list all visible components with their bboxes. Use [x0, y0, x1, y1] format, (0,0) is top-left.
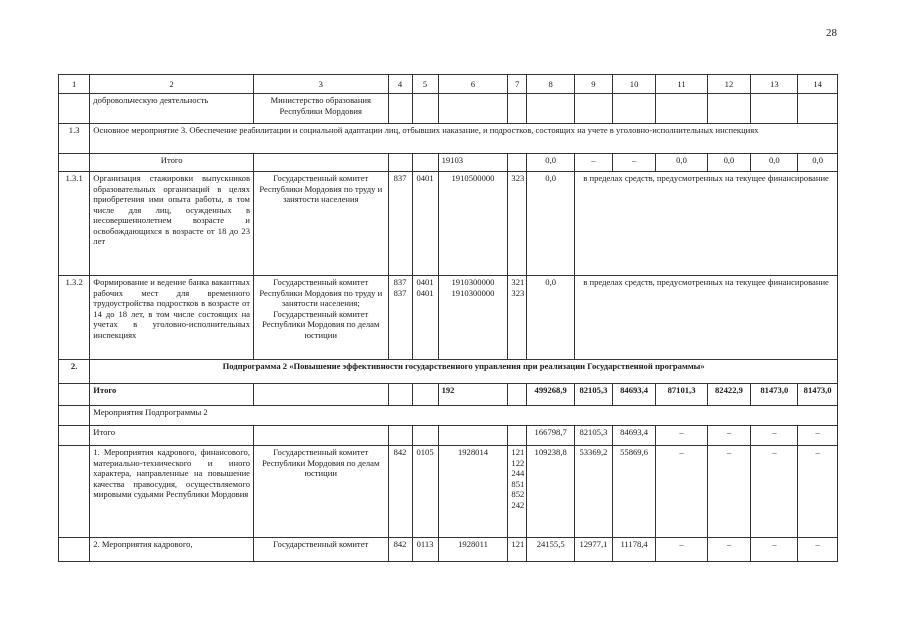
column-number: 11 — [656, 75, 707, 94]
table-row — [59, 406, 838, 426]
cell: 19103 — [438, 154, 508, 172]
cell — [707, 94, 751, 124]
section-title: Мероприятия Подпрограммы 2 — [90, 406, 838, 426]
funding-note: в пределах средств, предусмотренных на текущее финансирование — [575, 172, 838, 276]
cell — [412, 426, 438, 446]
cell: 0,0 — [527, 154, 575, 172]
cell: 837 — [388, 172, 412, 276]
cell: 81473,0 — [798, 384, 838, 406]
column-number: 14 — [798, 75, 838, 94]
total-label: Итого — [90, 154, 254, 172]
table-row — [59, 538, 838, 562]
cell: 0,0 — [656, 154, 707, 172]
cell: – — [612, 154, 656, 172]
cell: 192 — [438, 384, 508, 406]
cell — [388, 426, 412, 446]
cell: 82105,3 — [575, 384, 613, 406]
cell: – — [798, 538, 838, 562]
code: 1910300000 — [451, 287, 495, 298]
cell — [508, 384, 527, 406]
table-row — [59, 426, 838, 446]
funding-note: в пределах средств, предусмотренных на текущее финансирование — [575, 276, 838, 360]
table-row — [59, 446, 838, 538]
cell — [508, 154, 527, 172]
cell: 0,0 — [707, 154, 751, 172]
column-number: 3 — [254, 75, 389, 94]
cell: 1928011 — [438, 538, 508, 562]
cell: 109238,8 — [527, 446, 575, 538]
cell: 842 — [388, 446, 412, 538]
cell — [254, 426, 389, 446]
column-number: 8 — [527, 75, 575, 94]
cell: 499268,9 — [527, 384, 575, 406]
column-number: 4 — [388, 75, 412, 94]
activity-description: Организация стажировки выпускников образовательных организаций в целях приобретения ими опыта работы, в том числе для лиц, осужденных в несовершеннолетнем возрасте и освобождающихся в возрасте от 18 до 23 лет — [90, 172, 254, 276]
cell: добровольческую деятельность — [90, 94, 254, 124]
column-number: 6 — [438, 75, 508, 94]
cell — [798, 94, 838, 124]
cell: – — [707, 446, 751, 538]
code: 1910300000 — [451, 277, 495, 287]
row-number: 1.3 — [59, 124, 90, 154]
cell: 0105 — [412, 446, 438, 538]
cell — [575, 94, 613, 124]
cell — [508, 446, 527, 538]
cell: 0,0 — [751, 154, 798, 172]
code: 321 — [511, 277, 525, 287]
table-header-row — [59, 75, 838, 94]
cell — [438, 276, 508, 360]
row-number: 1.3.1 — [59, 172, 90, 276]
cell: 84693,4 — [612, 426, 656, 446]
cell — [438, 426, 508, 446]
cell: 84693,4 — [612, 384, 656, 406]
code: 323 — [511, 287, 525, 298]
code: 242 — [511, 499, 525, 510]
table-row — [59, 384, 838, 406]
cell: – — [656, 538, 707, 562]
cell: – — [751, 538, 798, 562]
column-number: 13 — [751, 75, 798, 94]
cell: – — [707, 426, 751, 446]
cell — [59, 446, 90, 538]
cell: 24155,5 — [527, 538, 575, 562]
cell: 82105,3 — [575, 426, 613, 446]
total-label: Итого — [90, 426, 254, 446]
cell: 0401 — [412, 172, 438, 276]
cell — [59, 538, 90, 562]
cell — [59, 384, 90, 406]
code: 851 — [511, 478, 525, 489]
cell: 323 — [508, 172, 527, 276]
cell: 12977,1 — [575, 538, 613, 562]
section-title: Основное мероприятие 3. Обеспечение реабилитации и социальной адаптации лиц, отбывших наказание, и подростков, состоящих на учете в уголовно-исполнительных инспекциях — [90, 124, 838, 154]
cell: – — [751, 426, 798, 446]
cell — [751, 94, 798, 124]
column-number: 12 — [707, 75, 751, 94]
column-number: 9 — [575, 75, 613, 94]
row-number: 2. — [59, 360, 90, 384]
table-row — [59, 276, 838, 360]
cell: 0,0 — [527, 276, 575, 360]
cell: 121 — [508, 538, 527, 562]
cell: 1928014 — [438, 446, 508, 538]
cell — [59, 94, 90, 124]
page-number: 28 — [826, 27, 837, 39]
cell: 11178,4 — [612, 538, 656, 562]
cell — [508, 426, 527, 446]
subprogram-title: Подпрограмма 2 «Повышение эффективности государственного управления при реализации Государственной программы» — [90, 360, 838, 384]
cell: 166798,7 — [527, 426, 575, 446]
table-row — [59, 124, 838, 154]
responsible-body: Государственный комитет Республики Мордовия по труду и занятости населения; Государственный комитет Республики Мордовия по делам юстиции — [254, 276, 389, 360]
table-row — [59, 154, 838, 172]
activity-description: 2. Мероприятия кадрового, — [90, 538, 254, 562]
responsible-body: Государственный комитет — [254, 538, 389, 562]
cell: 82422,9 — [707, 384, 751, 406]
table-row — [59, 94, 838, 124]
cell — [438, 94, 508, 124]
cell — [527, 94, 575, 124]
total-label: Итого — [90, 384, 254, 406]
cell: – — [751, 446, 798, 538]
row-number: 1.3.2 — [59, 276, 90, 360]
cell: 842 — [388, 538, 412, 562]
cell — [388, 276, 412, 360]
cell: 55869,6 — [612, 446, 656, 538]
cell — [59, 406, 90, 426]
activity-description: 1. Мероприятия кадрового, финансового, материально-технического и иного характера, направленные на повышение качества правосудия, осуществляемого мировыми судьями Республики Мордовия — [90, 446, 254, 538]
cell: 53369,2 — [575, 446, 613, 538]
code: 121 — [511, 447, 525, 457]
cell: – — [707, 538, 751, 562]
cell — [388, 94, 412, 124]
cell — [656, 94, 707, 124]
column-number: 2 — [90, 75, 254, 94]
table-row — [59, 172, 838, 276]
code: 837 — [393, 277, 407, 287]
cell: – — [656, 426, 707, 446]
cell — [412, 94, 438, 124]
responsible-body: Государственный комитет Республики Мордовия по делам юстиции — [254, 446, 389, 538]
code: 0401 — [416, 287, 434, 298]
cell — [508, 94, 527, 124]
cell: 0113 — [412, 538, 438, 562]
code: 837 — [393, 287, 407, 298]
cell: – — [575, 154, 613, 172]
responsible-body: Государственный комитет Республики Мордовия по труду и занятости населения — [254, 172, 389, 276]
budget-table — [58, 74, 838, 562]
code: 244 — [511, 468, 525, 478]
table-row — [59, 360, 838, 384]
column-number: 1 — [59, 75, 90, 94]
column-number: 5 — [412, 75, 438, 94]
code: 122 — [511, 457, 525, 468]
code: 852 — [511, 489, 525, 499]
activity-description: Формирование и ведение банка вакантных рабочих мест для временного трудоустройства подростков в возрасте от 14 до 18 лет, в том числе состоящих на учетах в уголовно-исполнительных инспекциях — [90, 276, 254, 360]
cell: – — [798, 446, 838, 538]
cell — [59, 426, 90, 446]
cell — [612, 94, 656, 124]
cell — [59, 154, 90, 172]
cell — [412, 154, 438, 172]
cell — [508, 276, 527, 360]
cell: – — [798, 426, 838, 446]
cell: – — [656, 446, 707, 538]
column-number: 7 — [508, 75, 527, 94]
cell: 0,0 — [798, 154, 838, 172]
cell — [412, 384, 438, 406]
cell — [254, 154, 389, 172]
cell: Министерство образования Республики Мордовия — [254, 94, 389, 124]
cell — [254, 384, 389, 406]
cell — [412, 276, 438, 360]
code: 0401 — [416, 277, 434, 287]
cell: 1910500000 — [438, 172, 508, 276]
cell: 81473,0 — [751, 384, 798, 406]
cell — [388, 154, 412, 172]
cell: 0,0 — [527, 172, 575, 276]
column-number: 10 — [612, 75, 656, 94]
cell — [388, 384, 412, 406]
cell: 87101,3 — [656, 384, 707, 406]
